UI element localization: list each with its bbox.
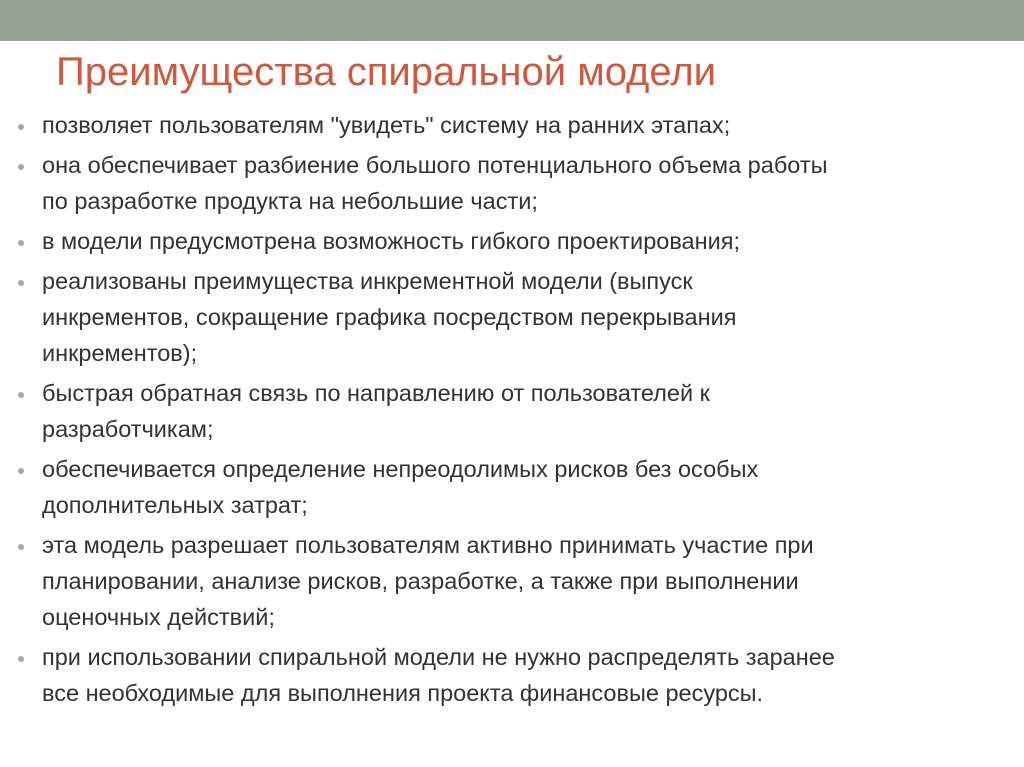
list-item [0,527,982,635]
list-item [0,451,982,523]
list-item [0,147,982,219]
bullet-text: при использовании спиральной модели не нужно распределять заранее все необходимые для выполнения проекта финансовые ресурсы. [42,644,835,706]
bullet-icon [18,392,24,398]
bullet-text: в модели предусмотрена возможность гибкого проектирования; [42,228,740,254]
list-item [0,263,982,371]
bullet-icon [18,468,24,474]
bullet-icon [18,240,24,246]
bullet-icon [18,124,24,130]
bullet-text: обеспечивается определение непреодолимых рисков без особых дополнительных затрат; [42,456,759,518]
bullet-icon [18,280,24,286]
bullet-text: быстрая обратная связь по направлению от пользователей к разработчикам; [42,380,710,442]
list-item [0,107,982,143]
list-item [0,223,982,259]
bullet-icon [18,656,24,662]
top-accent-bar [0,0,1024,41]
bullet-text: реализованы преимущества инкрементной модели (выпуск инкрементов, сокращение графика посредством перекрывания инкрементов); [42,268,737,366]
bullet-list [0,107,1024,715]
bullet-icon [18,544,24,550]
bullet-icon [18,164,24,170]
bullet-text: позволяет пользователям "увидеть" систему на ранних этапах; [42,112,731,138]
list-item [0,375,982,447]
slide-title: Преимущества спиральной модели [56,50,716,94]
bullet-text: эта модель разрешает пользователям активно принимать участие при планировании, анализе рисков, разработке, а также при выполнении оценочных действий; [42,532,814,630]
bullet-text: она обеспечивает разбиение большого потенциального объема работы по разработке продукта на небольшие части; [42,152,828,214]
list-item [0,639,982,711]
